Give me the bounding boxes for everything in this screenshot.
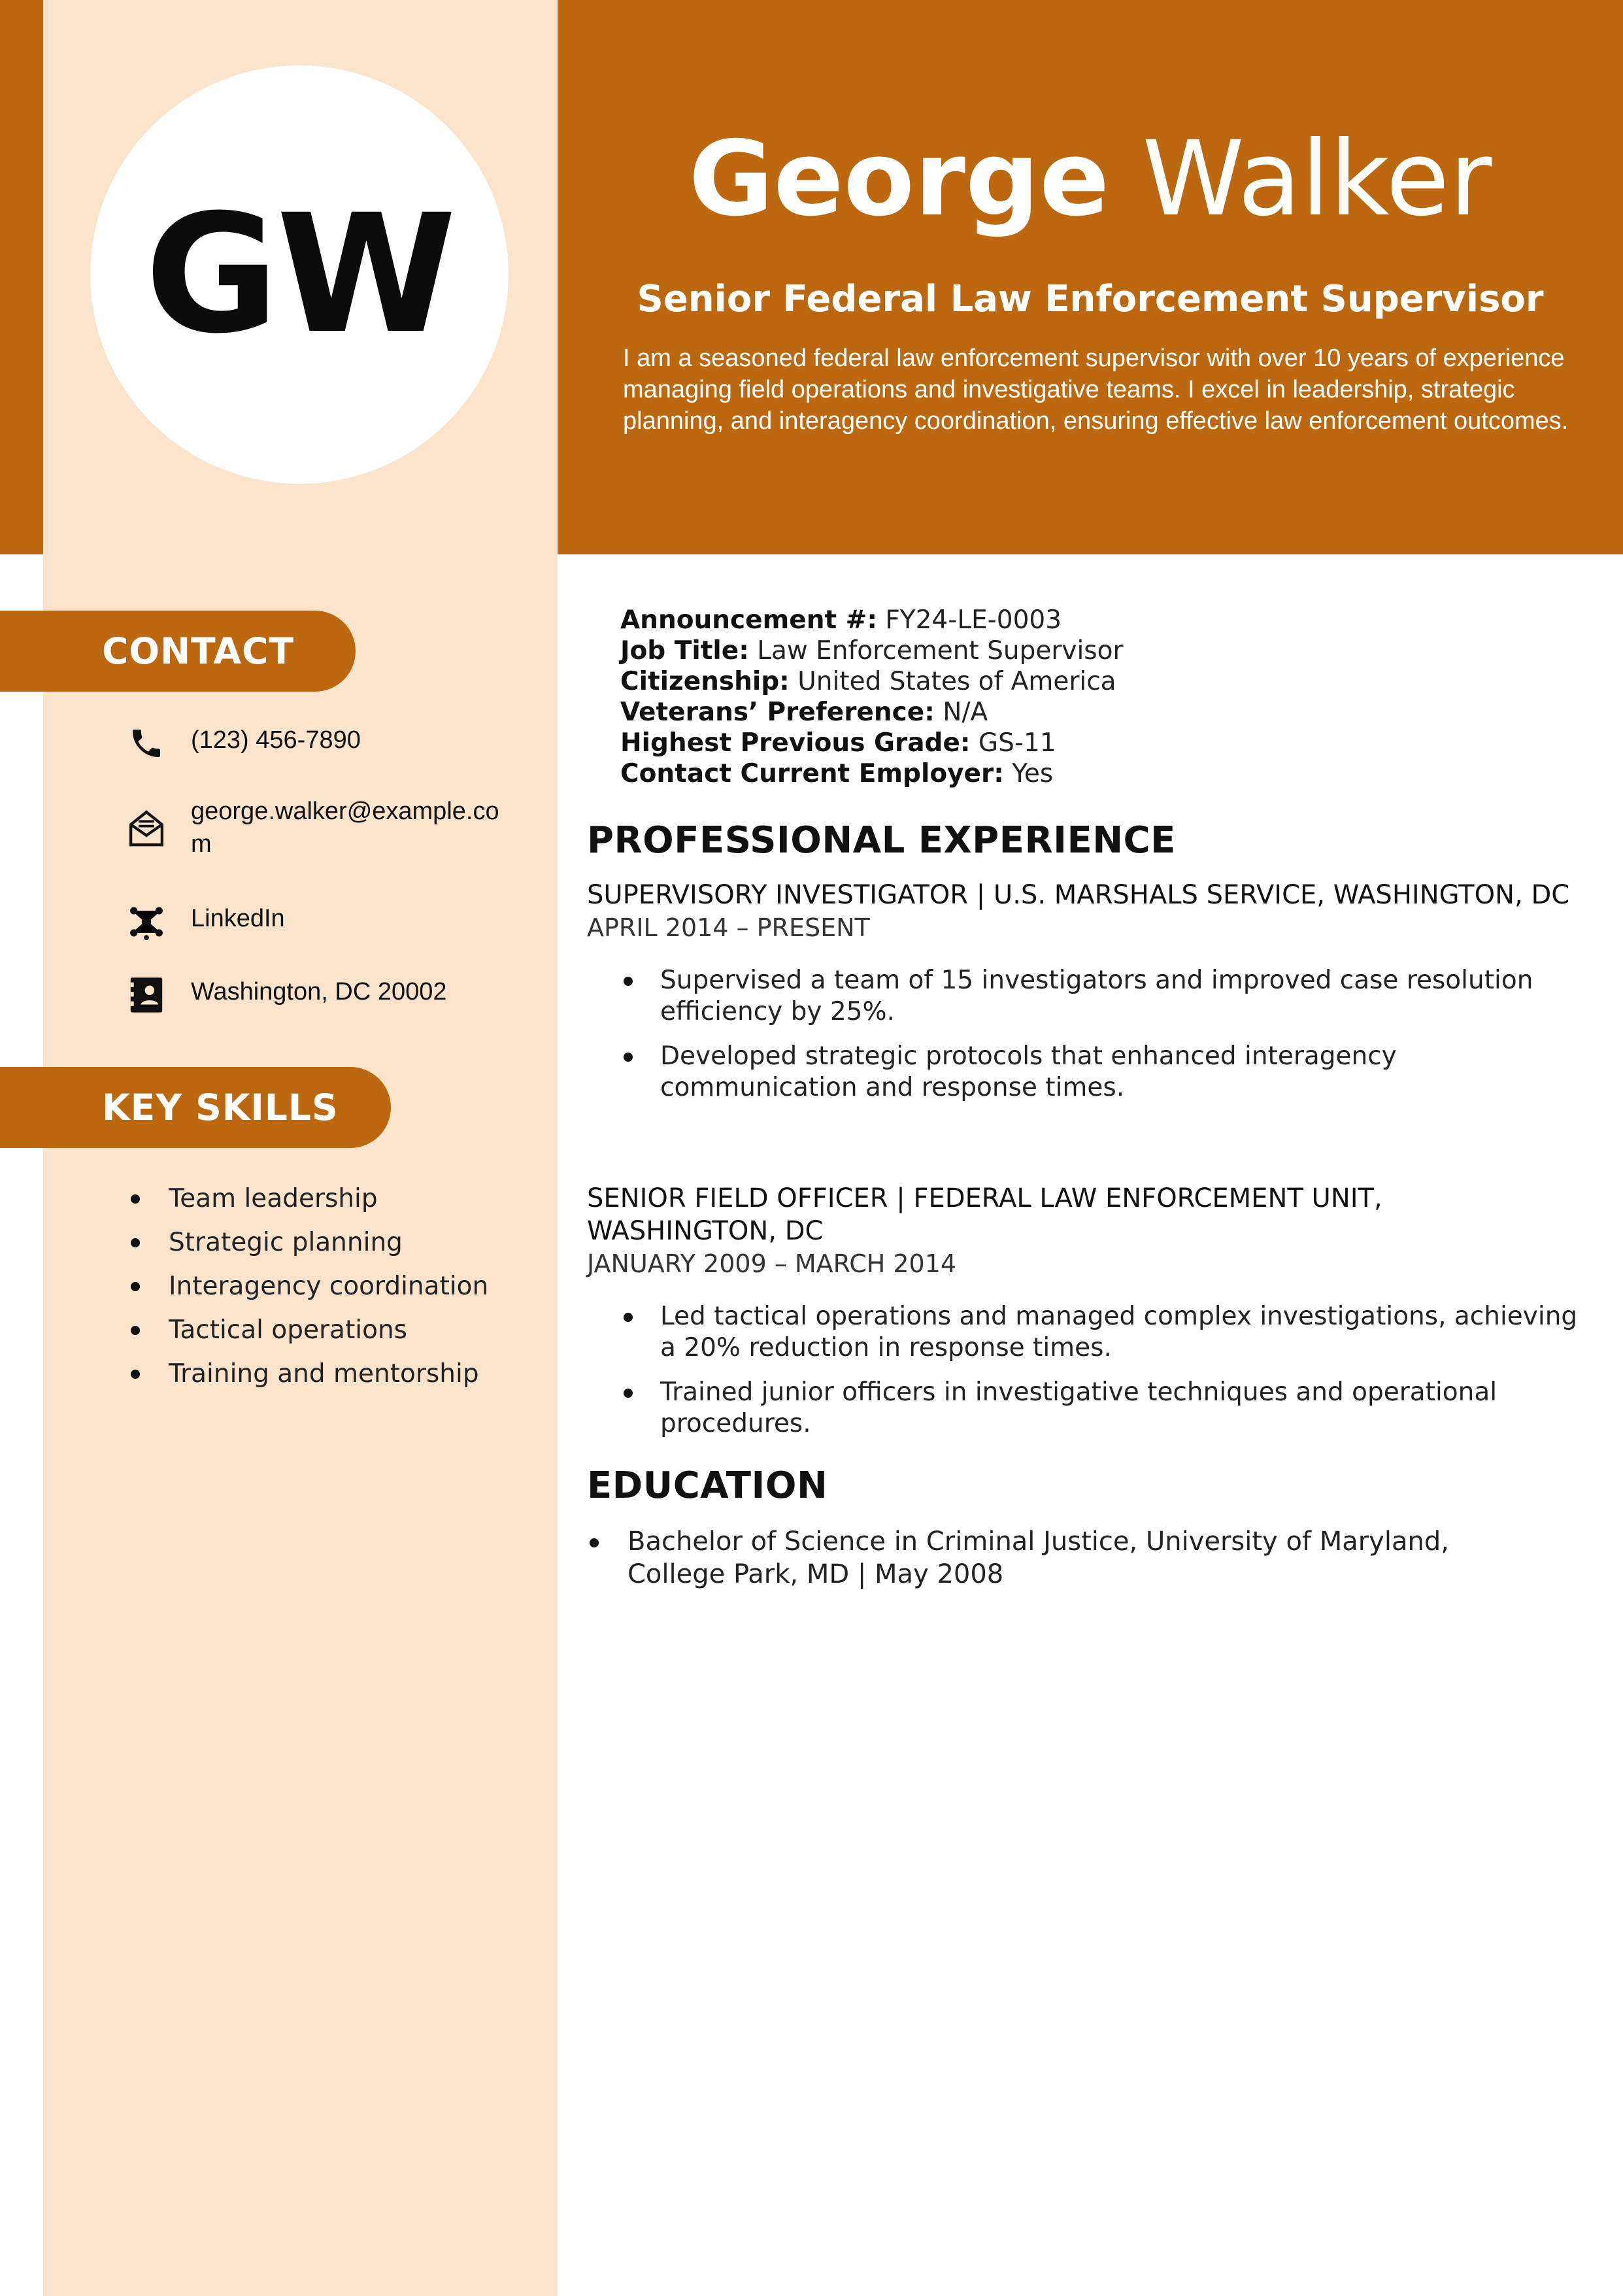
envelope-icon xyxy=(127,808,166,847)
profile-summary: I am a seasoned federal law enforcement supervisor with over 10 years of experience managing field operations and investigative teams. I excel in leadership, strategic planning, and interagency coordination, ensuring effective law enforcement outcomes. xyxy=(623,345,1569,435)
contact-linkedin-row xyxy=(127,902,518,941)
job-info-value: Law Enforcement Supervisor xyxy=(757,636,1124,666)
monogram-avatar xyxy=(90,65,509,484)
job-bullet: Led tactical operations and managed complex investigations, achieving a 20% reduction in response times. xyxy=(587,1301,1581,1364)
job-info-label: Job Title: xyxy=(620,636,749,666)
education-heading: EDUCATION xyxy=(587,1464,828,1507)
job-title: SENIOR FIELD OFFICER | FEDERAL LAW ENFORCEMENT UNIT, WASHINGTON, DC xyxy=(587,1183,1382,1246)
contact-address: Washington, DC 20002 xyxy=(191,978,447,1005)
job-info-row xyxy=(587,728,1581,758)
job-info-value: GS-11 xyxy=(978,728,1056,758)
first-name: George xyxy=(688,119,1110,239)
job-info-value: Yes xyxy=(1012,759,1054,788)
monogram-initials: GW xyxy=(144,179,454,369)
job-info-row xyxy=(587,697,1581,728)
job-bullet: Trained junior officers in investigative techniques and operational procedures. xyxy=(587,1377,1581,1440)
job-bullet: Developed strategic protocols that enhanced interagency communication and response times. xyxy=(587,1041,1581,1104)
phone-icon xyxy=(127,724,166,763)
key-skills-list xyxy=(128,1177,533,1396)
job-info-label: Announcement #: xyxy=(620,605,877,635)
job-dates: JANUARY 2009 – MARCH 2014 xyxy=(587,1249,957,1278)
experience-heading: PROFESSIONAL EXPERIENCE xyxy=(587,819,1176,862)
skill-item: Team leadership xyxy=(128,1177,533,1221)
candidate-name xyxy=(558,119,1623,239)
job-bullets xyxy=(587,965,1581,1104)
job-info-row xyxy=(587,758,1581,789)
headline: Senior Federal Law Enforcement Supervisor xyxy=(637,278,1544,320)
job-info-block xyxy=(587,605,1581,789)
contact-linkedin[interactable]: LinkedIn xyxy=(191,905,285,932)
skill-item: Strategic planning xyxy=(128,1221,533,1264)
linkedin-network-icon xyxy=(127,902,166,941)
job-info-label: Contact Current Employer: xyxy=(620,759,1004,788)
job-info-label: Veterans’ Preference: xyxy=(620,698,935,727)
address-book-icon xyxy=(127,975,166,1015)
header-banner xyxy=(558,0,1623,554)
education-list xyxy=(587,1525,1554,1591)
job-title: SUPERVISORY INVESTIGATOR | U.S. MARSHALS SERVICE, WASHINGTON, DC xyxy=(587,880,1570,910)
contact-phone-row xyxy=(127,724,518,763)
job-info-label: Citizenship: xyxy=(620,667,790,696)
skill-item: Interagency coordination xyxy=(128,1264,533,1308)
education-item: Bachelor of Science in Criminal Justice, University of Maryland, College Park, MD | May 2008 xyxy=(587,1525,1554,1591)
job-info-row xyxy=(587,605,1581,635)
main-column xyxy=(587,605,1581,1591)
skill-item: Tactical operations xyxy=(128,1308,533,1352)
skill-item: Training and mentorship xyxy=(128,1352,533,1396)
key-skills-heading: KEY SKILLS xyxy=(0,1067,391,1148)
job-info-label: Highest Previous Grade: xyxy=(620,728,971,758)
last-name: Walker xyxy=(1142,119,1492,239)
job-info-row xyxy=(587,666,1581,697)
contact-email[interactable]: george.walker@example.com xyxy=(191,798,499,858)
contact-email-row xyxy=(127,795,518,860)
contact-phone: (123) 456-7890 xyxy=(191,726,361,754)
contact-heading: CONTACT xyxy=(0,611,356,692)
left-accent-strip xyxy=(0,0,43,554)
job-info-row xyxy=(587,635,1581,666)
job-info-value: N/A xyxy=(943,698,988,727)
job-entry xyxy=(587,1182,1581,1440)
job-info-value: United States of America xyxy=(797,667,1116,696)
job-dates: APRIL 2014 – PRESENT xyxy=(587,913,870,942)
job-entry xyxy=(587,879,1581,1104)
job-bullets xyxy=(587,1301,1581,1440)
contact-address-row xyxy=(127,975,518,1015)
job-info-value: FY24-LE-0003 xyxy=(885,605,1062,635)
job-bullet: Supervised a team of 15 investigators and improved case resolution efficiency by 25%. xyxy=(587,965,1581,1028)
